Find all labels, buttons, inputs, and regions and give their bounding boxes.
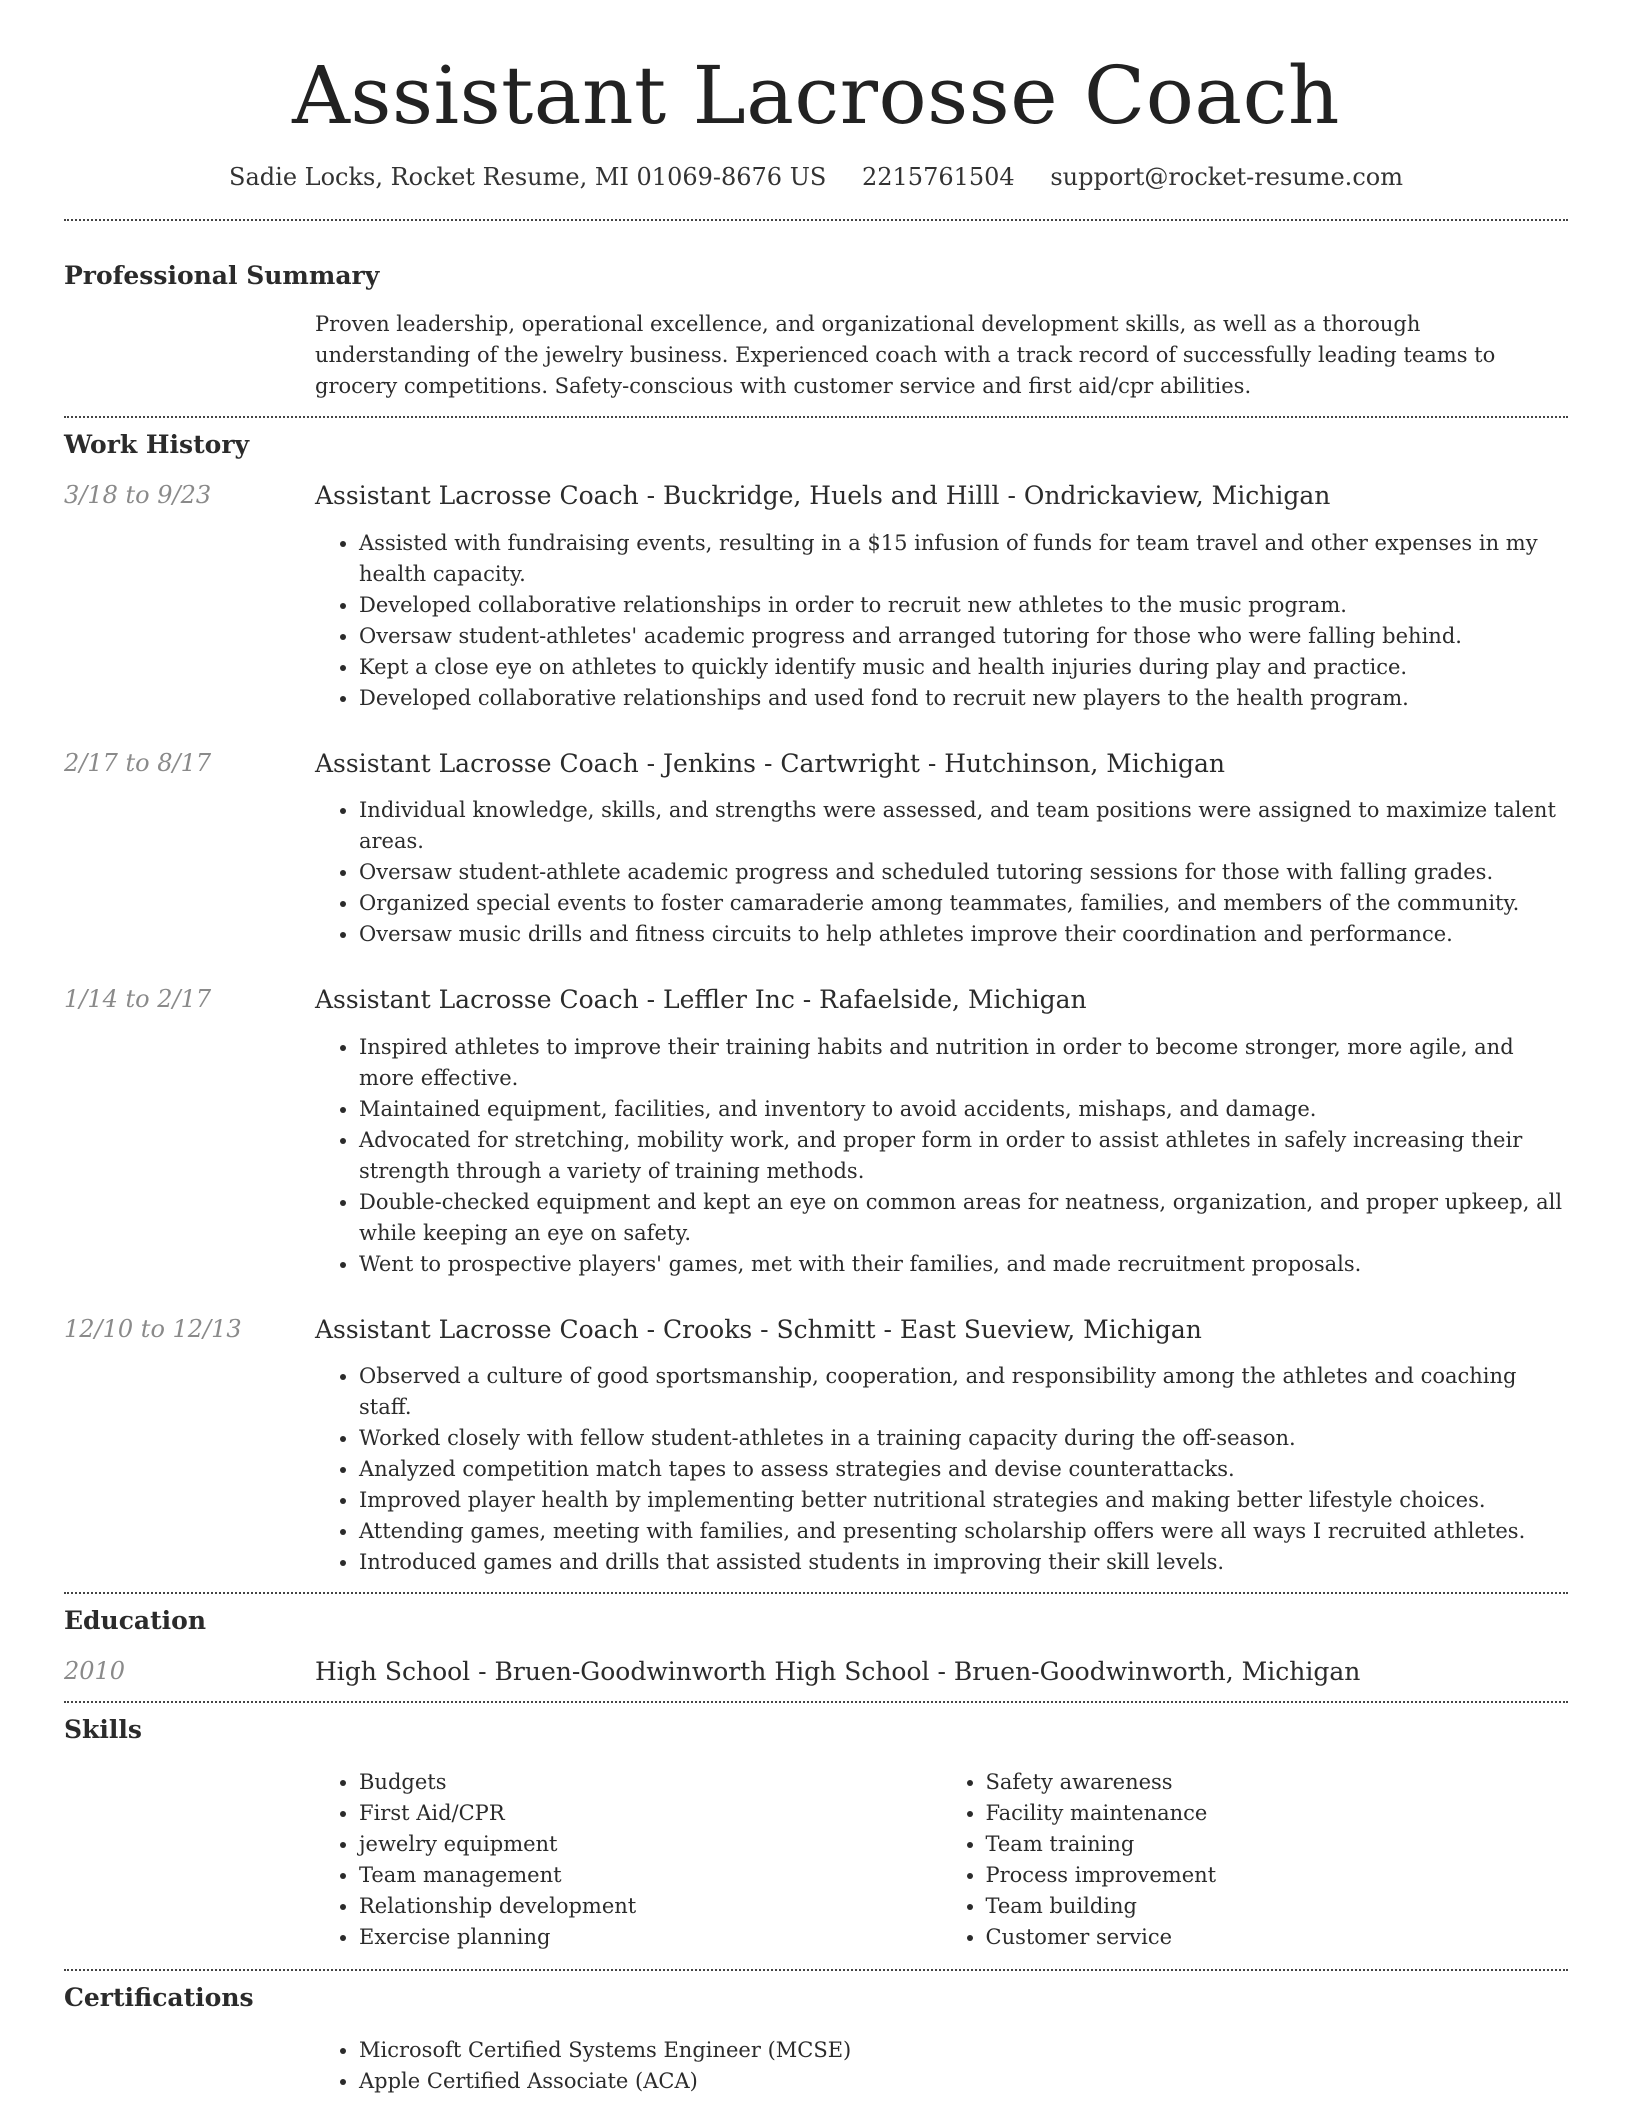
section-heading-education: Education — [64, 1606, 207, 1636]
education-section — [64, 1606, 1568, 1689]
section-heading-skills: Skills — [64, 1714, 142, 1744]
job-title: Assistant Lacrosse Coach - Leffler Inc - Rafaelside, Michigan — [315, 985, 1087, 1015]
skill-item: • Exercise planning — [359, 1922, 942, 1953]
job-bullet: • Oversaw music drills and fitness circuits to help athletes improve their coordination and performance. — [359, 919, 1568, 950]
skill-item: • Facility maintenance — [986, 1798, 1569, 1829]
skill-item: • Safety awareness — [986, 1767, 1569, 1798]
contact-phone: 2215761504 — [862, 163, 1015, 191]
summary-section — [64, 261, 1568, 402]
job-bullet: • Attending games, meeting with families, and presenting scholarship offers were all ways I recruited athletes. — [359, 1516, 1568, 1547]
job-bullet: • Assisted with fundraising events, resulting in a $15 infusion of funds for team travel and other expenses in my health capacity. — [359, 528, 1568, 590]
skills-section — [64, 1715, 1568, 1953]
job-bullets — [315, 1361, 1568, 1578]
education-title: High School - Bruen-Goodwinworth High School - Bruen-Goodwinworth, Michigan — [315, 1657, 1361, 1687]
divider — [64, 1592, 1568, 1594]
education-year: 2010 — [64, 1657, 126, 1686]
job-bullet: • Organized special events to foster camaraderie among teammates, families, and members of the community. — [359, 888, 1568, 919]
section-heading-summary: Professional Summary — [64, 261, 380, 291]
job-bullet: • Developed collaborative relationships and used fond to recruit new players to the health program. — [359, 683, 1568, 714]
job-bullet: • Analyzed competition match tapes to assess strategies and devise counterattacks. — [359, 1454, 1568, 1485]
education-entry — [64, 1656, 1568, 1689]
skill-item: • Process improvement — [986, 1860, 1569, 1891]
work-history-section — [64, 430, 1568, 1578]
resume-title: Assistant Lacrosse Coach — [292, 49, 1340, 142]
skill-item: • Budgets — [359, 1767, 942, 1798]
job-bullet: • Double-checked equipment and kept an eye on common areas for neatness, organization, and proper upkeep, all while keeping an eye on safety. — [359, 1187, 1568, 1249]
summary-text: Proven leadership, operational excellence, and organizational development skills, as well as a thorough understanding of the jewelry business. Experienced coach with a track record of successfully leading teams to grocery competitions. Safety-conscious with customer service and first aid/cpr abilities. — [315, 312, 1496, 399]
contact-email[interactable]: support@rocket-resume.com — [1050, 163, 1403, 191]
skills-list-right — [942, 1767, 1569, 1953]
certification-item: • Apple Certified Associate (ACA) — [359, 2066, 1568, 2097]
job-bullet: • Observed a culture of good sportsmanship, cooperation, and responsibility among the athletes and coaching staff. — [359, 1361, 1568, 1423]
job-dates: 3/18 to 9/23 — [64, 481, 212, 510]
job-bullet: • Kept a close eye on athletes to quickly identify music and health injuries during play and practice. — [359, 652, 1568, 683]
job-bullet: • Worked closely with fellow student-athletes in a training capacity during the off-season. — [359, 1423, 1568, 1454]
divider — [64, 1701, 1568, 1703]
skill-item: • Relationship development — [359, 1891, 942, 1922]
job-bullet: • Oversaw student-athlete academic progress and scheduled tutoring sessions for those with falling grades. — [359, 857, 1568, 888]
job-bullets — [315, 1032, 1568, 1280]
certifications-list — [315, 2035, 1568, 2097]
skills-columns — [315, 1767, 1568, 1953]
job-bullet: • Advocated for stretching, mobility work, and proper form in order to assist athletes in safely increasing their strength through a variety of training methods. — [359, 1125, 1568, 1187]
skill-item: • Team building — [986, 1891, 1569, 1922]
job-bullet: • Went to prospective players' games, met with their families, and made recruitment proposals. — [359, 1249, 1568, 1280]
skill-item: • Customer service — [986, 1922, 1569, 1953]
certification-item: • Microsoft Certified Systems Engineer (MCSE) — [359, 2035, 1568, 2066]
job-title: Assistant Lacrosse Coach - Jenkins - Cartwright - Hutchinson, Michigan — [315, 748, 1225, 778]
resume-page — [64, 0, 1568, 2097]
job-bullet: • Developed collaborative relationships in order to recruit new athletes to the music program. — [359, 590, 1568, 621]
contact-line — [64, 162, 1568, 193]
job-bullet: • Oversaw student-athletes' academic progress and arranged tutoring for those who were falling behind. — [359, 621, 1568, 652]
skills-list-left — [315, 1767, 942, 1953]
job-entry — [64, 748, 1568, 951]
skill-item: • First Aid/CPR — [359, 1798, 942, 1829]
divider — [64, 1969, 1568, 1971]
job-bullet: • Improved player health by implementing better nutritional strategies and making better lifestyle choices. — [359, 1485, 1568, 1516]
section-heading-work-history: Work History — [64, 430, 250, 460]
job-bullet: • Introduced games and drills that assisted students in improving their skill levels. — [359, 1547, 1568, 1578]
job-bullet: • Inspired athletes to improve their training habits and nutrition in order to become stronger, more agile, and more effective. — [359, 1032, 1568, 1094]
certifications-section — [64, 1983, 1568, 2097]
job-entry — [64, 1314, 1568, 1579]
job-bullet: • Individual knowledge, skills, and strengths were assessed, and team positions were assigned to maximize talent areas. — [359, 795, 1568, 857]
skill-item: • Team training — [986, 1829, 1569, 1860]
job-dates: 2/17 to 8/17 — [64, 748, 212, 777]
job-entry — [64, 984, 1568, 1280]
job-entry — [64, 480, 1568, 714]
job-dates: 1/14 to 2/17 — [64, 985, 212, 1014]
divider — [64, 416, 1568, 418]
job-bullets — [315, 795, 1568, 950]
job-dates: 12/10 to 12/13 — [64, 1314, 242, 1343]
skill-item: • Team management — [359, 1860, 942, 1891]
job-bullet: • Maintained equipment, facilities, and inventory to avoid accidents, mishaps, and damage. — [359, 1094, 1568, 1125]
contact-address: Sadie Locks, Rocket Resume, MI 01069-8676 US — [229, 163, 827, 191]
section-heading-certifications: Certifications — [64, 1982, 254, 2012]
job-bullets — [315, 528, 1568, 714]
job-title: Assistant Lacrosse Coach - Buckridge, Huels and Hilll - Ondrickaview, Michigan — [315, 481, 1331, 511]
divider — [64, 219, 1568, 221]
job-title: Assistant Lacrosse Coach - Crooks - Schmitt - East Sueview, Michigan — [315, 1314, 1202, 1344]
skill-item: • jewelry equipment — [359, 1829, 942, 1860]
